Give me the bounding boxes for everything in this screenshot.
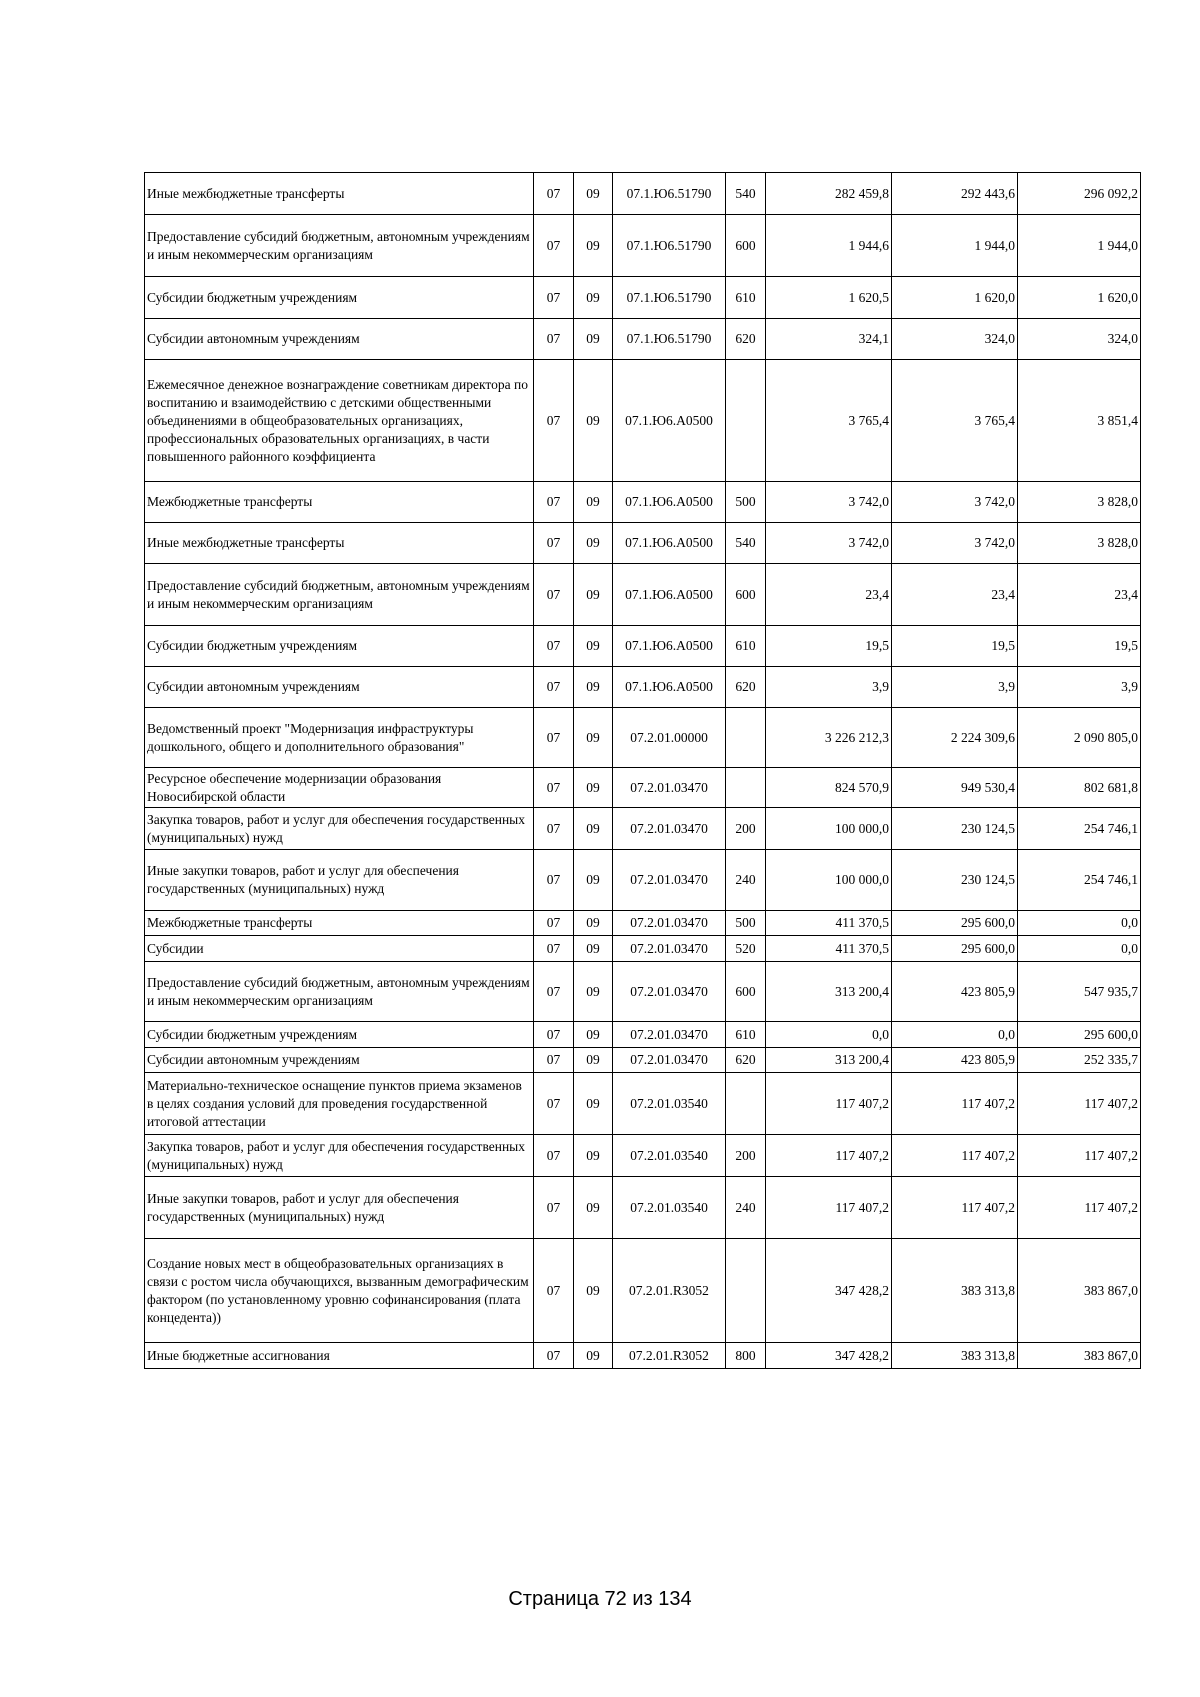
expense-type-cell: 240 [726,850,766,911]
expense-type-cell: 600 [726,215,766,277]
subsection-code-cell: 09 [574,911,613,936]
section-code-cell: 07 [534,173,574,215]
expense-type-cell [726,708,766,768]
section-code-cell: 07 [534,319,574,360]
row-name-cell: Ежемесячное денежное вознаграждение советникам директора по воспитанию и взаимодействию с детскими общественными объединениями в общеобразовательных организациях, профессиональных образовательных организациях, в части повышенного районного коэффициента [145,360,534,482]
row-name-cell: Субсидии бюджетным учреждениям [145,626,534,667]
amount-year1-cell: 411 370,5 [766,936,892,962]
amount-year3-cell: 3,9 [1018,667,1141,708]
table-row [145,564,1141,626]
target-article-cell: 07.2.01.R3052 [613,1343,726,1369]
table-row [145,911,1141,936]
row-name-cell: Предоставление субсидий бюджетным, автономным учреждениям и иным некоммерческим организациям [145,564,534,626]
target-article-cell: 07.2.01.03470 [613,768,726,808]
target-article-cell: 07.1.Ю6.А0500 [613,482,726,523]
target-article-cell: 07.2.01.00000 [613,708,726,768]
expense-type-cell [726,360,766,482]
target-article-cell: 07.1.Ю6.А0500 [613,360,726,482]
amount-year3-cell: 296 092,2 [1018,173,1141,215]
subsection-code-cell: 09 [574,1135,613,1177]
amount-year1-cell: 23,4 [766,564,892,626]
target-article-cell: 07.2.01.03470 [613,911,726,936]
section-code-cell: 07 [534,1048,574,1073]
subsection-code-cell: 09 [574,482,613,523]
section-code-cell: 07 [534,850,574,911]
subsection-code-cell: 09 [574,523,613,564]
table-row [145,1048,1141,1073]
target-article-cell: 07.2.01.R3052 [613,1239,726,1343]
section-code-cell: 07 [534,1135,574,1177]
amount-year2-cell: 117 407,2 [892,1177,1018,1239]
amount-year3-cell: 19,5 [1018,626,1141,667]
amount-year1-cell: 0,0 [766,1022,892,1048]
section-code-cell: 07 [534,1239,574,1343]
amount-year1-cell: 3 742,0 [766,523,892,564]
table-row [145,708,1141,768]
subsection-code-cell: 09 [574,1343,613,1369]
amount-year1-cell: 824 570,9 [766,768,892,808]
amount-year2-cell: 423 805,9 [892,962,1018,1022]
expense-type-cell: 600 [726,564,766,626]
table-row [145,1177,1141,1239]
section-code-cell: 07 [534,708,574,768]
section-code-cell: 07 [534,962,574,1022]
amount-year1-cell: 117 407,2 [766,1135,892,1177]
expense-type-cell: 800 [726,1343,766,1369]
amount-year3-cell: 254 746,1 [1018,808,1141,850]
row-name-cell: Ведомственный проект "Модернизация инфраструктуры дошкольного, общего и дополнительного образования" [145,708,534,768]
expense-type-cell: 540 [726,173,766,215]
target-article-cell: 07.2.01.03470 [613,962,726,1022]
expense-type-cell: 500 [726,911,766,936]
amount-year1-cell: 100 000,0 [766,808,892,850]
amount-year3-cell: 295 600,0 [1018,1022,1141,1048]
amount-year3-cell: 383 867,0 [1018,1343,1141,1369]
target-article-cell: 07.1.Ю6.51790 [613,215,726,277]
row-name-cell: Иные межбюджетные трансферты [145,523,534,564]
target-article-cell: 07.2.01.03470 [613,1048,726,1073]
table-row [145,808,1141,850]
target-article-cell: 07.1.Ю6.51790 [613,277,726,319]
subsection-code-cell: 09 [574,215,613,277]
section-code-cell: 07 [534,1073,574,1135]
row-name-cell: Межбюджетные трансферты [145,482,534,523]
amount-year3-cell: 1 944,0 [1018,215,1141,277]
row-name-cell: Закупка товаров, работ и услуг для обеспечения государственных (муниципальных) нужд [145,808,534,850]
subsection-code-cell: 09 [574,850,613,911]
expense-type-cell: 610 [726,626,766,667]
amount-year2-cell: 3 765,4 [892,360,1018,482]
subsection-code-cell: 09 [574,277,613,319]
table-row [145,1073,1141,1135]
table-row [145,482,1141,523]
row-name-cell: Субсидии автономным учреждениям [145,1048,534,1073]
table-row [145,1135,1141,1177]
expense-type-cell: 610 [726,1022,766,1048]
section-code-cell: 07 [534,768,574,808]
table-row [145,626,1141,667]
amount-year2-cell: 383 313,8 [892,1239,1018,1343]
section-code-cell: 07 [534,1177,574,1239]
subsection-code-cell: 09 [574,667,613,708]
row-name-cell: Субсидии автономным учреждениям [145,667,534,708]
table-row [145,1239,1141,1343]
section-code-cell: 07 [534,215,574,277]
target-article-cell: 07.2.01.03540 [613,1135,726,1177]
subsection-code-cell: 09 [574,1022,613,1048]
section-code-cell: 07 [534,564,574,626]
amount-year2-cell: 1 944,0 [892,215,1018,277]
section-code-cell: 07 [534,360,574,482]
amount-year3-cell: 117 407,2 [1018,1073,1141,1135]
amount-year3-cell: 2 090 805,0 [1018,708,1141,768]
table-row [145,1343,1141,1369]
table-row [145,360,1141,482]
amount-year1-cell: 282 459,8 [766,173,892,215]
table-row [145,667,1141,708]
amount-year2-cell: 1 620,0 [892,277,1018,319]
expense-type-cell [726,1239,766,1343]
expense-type-cell: 540 [726,523,766,564]
budget-table [144,172,1141,1369]
expense-type-cell: 620 [726,667,766,708]
table-row [145,319,1141,360]
amount-year3-cell: 252 335,7 [1018,1048,1141,1073]
amount-year3-cell: 0,0 [1018,936,1141,962]
row-name-cell: Субсидии бюджетным учреждениям [145,277,534,319]
target-article-cell: 07.1.Ю6.А0500 [613,564,726,626]
amount-year1-cell: 117 407,2 [766,1177,892,1239]
expense-type-cell: 600 [726,962,766,1022]
subsection-code-cell: 09 [574,708,613,768]
row-name-cell: Иные закупки товаров, работ и услуг для обеспечения государственных (муниципальных) нужд [145,1177,534,1239]
target-article-cell: 07.2.01.03470 [613,936,726,962]
target-article-cell: 07.2.01.03540 [613,1177,726,1239]
table-row [145,173,1141,215]
expense-type-cell [726,1073,766,1135]
row-name-cell: Субсидии [145,936,534,962]
section-code-cell: 07 [534,523,574,564]
expense-type-cell [726,768,766,808]
amount-year2-cell: 292 443,6 [892,173,1018,215]
amount-year1-cell: 313 200,4 [766,962,892,1022]
amount-year2-cell: 3 742,0 [892,523,1018,564]
subsection-code-cell: 09 [574,1048,613,1073]
table-row [145,277,1141,319]
amount-year1-cell: 100 000,0 [766,850,892,911]
amount-year2-cell: 23,4 [892,564,1018,626]
expense-type-cell: 620 [726,1048,766,1073]
amount-year1-cell: 3 226 212,3 [766,708,892,768]
amount-year2-cell: 230 124,5 [892,850,1018,911]
amount-year1-cell: 347 428,2 [766,1343,892,1369]
amount-year3-cell: 324,0 [1018,319,1141,360]
table-row [145,936,1141,962]
table-row [145,1022,1141,1048]
amount-year3-cell: 547 935,7 [1018,962,1141,1022]
row-name-cell: Закупка товаров, работ и услуг для обеспечения государственных (муниципальных) нужд [145,1135,534,1177]
subsection-code-cell: 09 [574,1073,613,1135]
table-row [145,962,1141,1022]
amount-year3-cell: 383 867,0 [1018,1239,1141,1343]
expense-type-cell: 200 [726,808,766,850]
subsection-code-cell: 09 [574,768,613,808]
amount-year2-cell: 3,9 [892,667,1018,708]
section-code-cell: 07 [534,482,574,523]
amount-year3-cell: 254 746,1 [1018,850,1141,911]
section-code-cell: 07 [534,808,574,850]
subsection-code-cell: 09 [574,173,613,215]
amount-year2-cell: 117 407,2 [892,1073,1018,1135]
row-name-cell: Субсидии автономным учреждениям [145,319,534,360]
row-name-cell: Субсидии бюджетным учреждениям [145,1022,534,1048]
amount-year2-cell: 423 805,9 [892,1048,1018,1073]
amount-year1-cell: 19,5 [766,626,892,667]
amount-year3-cell: 117 407,2 [1018,1177,1141,1239]
amount-year2-cell: 383 313,8 [892,1343,1018,1369]
expense-type-cell: 520 [726,936,766,962]
table-row [145,850,1141,911]
amount-year3-cell: 3 851,4 [1018,360,1141,482]
amount-year3-cell: 3 828,0 [1018,482,1141,523]
target-article-cell: 07.2.01.03470 [613,1022,726,1048]
amount-year3-cell: 117 407,2 [1018,1135,1141,1177]
target-article-cell: 07.1.Ю6.А0500 [613,523,726,564]
amount-year1-cell: 1 944,6 [766,215,892,277]
row-name-cell: Межбюджетные трансферты [145,911,534,936]
expense-type-cell: 240 [726,1177,766,1239]
subsection-code-cell: 09 [574,1239,613,1343]
expense-type-cell: 620 [726,319,766,360]
amount-year1-cell: 3 765,4 [766,360,892,482]
amount-year3-cell: 0,0 [1018,911,1141,936]
amount-year1-cell: 3,9 [766,667,892,708]
subsection-code-cell: 09 [574,360,613,482]
amount-year2-cell: 2 224 309,6 [892,708,1018,768]
amount-year1-cell: 313 200,4 [766,1048,892,1073]
section-code-cell: 07 [534,1022,574,1048]
page-number: Страница 72 из 134 [508,1588,692,1610]
target-article-cell: 07.2.01.03540 [613,1073,726,1135]
amount-year3-cell: 802 681,8 [1018,768,1141,808]
amount-year2-cell: 295 600,0 [892,911,1018,936]
table-row [145,215,1141,277]
subsection-code-cell: 09 [574,936,613,962]
target-article-cell: 07.1.Ю6.51790 [613,319,726,360]
subsection-code-cell: 09 [574,808,613,850]
amount-year3-cell: 1 620,0 [1018,277,1141,319]
row-name-cell: Иные межбюджетные трансферты [145,173,534,215]
amount-year2-cell: 949 530,4 [892,768,1018,808]
amount-year1-cell: 411 370,5 [766,911,892,936]
amount-year1-cell: 1 620,5 [766,277,892,319]
section-code-cell: 07 [534,936,574,962]
amount-year2-cell: 0,0 [892,1022,1018,1048]
amount-year2-cell: 295 600,0 [892,936,1018,962]
table-row [145,523,1141,564]
row-name-cell: Иные закупки товаров, работ и услуг для обеспечения государственных (муниципальных) нужд [145,850,534,911]
section-code-cell: 07 [534,1343,574,1369]
row-name-cell: Иные бюджетные ассигнования [145,1343,534,1369]
amount-year1-cell: 347 428,2 [766,1239,892,1343]
amount-year3-cell: 23,4 [1018,564,1141,626]
row-name-cell: Предоставление субсидий бюджетным, автономным учреждениям и иным некоммерческим организациям [145,215,534,277]
expense-type-cell: 200 [726,1135,766,1177]
subsection-code-cell: 09 [574,319,613,360]
row-name-cell: Предоставление субсидий бюджетным, автономным учреждениям и иным некоммерческим организациям [145,962,534,1022]
amount-year2-cell: 3 742,0 [892,482,1018,523]
target-article-cell: 07.2.01.03470 [613,808,726,850]
section-code-cell: 07 [534,626,574,667]
subsection-code-cell: 09 [574,1177,613,1239]
target-article-cell: 07.1.Ю6.А0500 [613,667,726,708]
table-row [145,768,1141,808]
amount-year1-cell: 3 742,0 [766,482,892,523]
expense-type-cell: 610 [726,277,766,319]
amount-year2-cell: 19,5 [892,626,1018,667]
amount-year2-cell: 324,0 [892,319,1018,360]
amount-year1-cell: 324,1 [766,319,892,360]
amount-year2-cell: 230 124,5 [892,808,1018,850]
expense-type-cell: 500 [726,482,766,523]
amount-year1-cell: 117 407,2 [766,1073,892,1135]
amount-year3-cell: 3 828,0 [1018,523,1141,564]
subsection-code-cell: 09 [574,626,613,667]
section-code-cell: 07 [534,667,574,708]
subsection-code-cell: 09 [574,962,613,1022]
row-name-cell: Материально-техническое оснащение пунктов приема экзаменов в целях создания условий для проведения государственной итоговой аттестации [145,1073,534,1135]
amount-year2-cell: 117 407,2 [892,1135,1018,1177]
target-article-cell: 07.1.Ю6.А0500 [613,626,726,667]
section-code-cell: 07 [534,911,574,936]
budget-table-body [145,173,1141,1369]
section-code-cell: 07 [534,277,574,319]
subsection-code-cell: 09 [574,564,613,626]
target-article-cell: 07.2.01.03470 [613,850,726,911]
row-name-cell: Создание новых мест в общеобразовательных организациях в связи с ростом числа обучающихся, вызванным демографическим фактором (по установленному уровню софинансирования (плата концедента)) [145,1239,534,1343]
target-article-cell: 07.1.Ю6.51790 [613,173,726,215]
row-name-cell: Ресурсное обеспечение модернизации образования Новосибирской области [145,768,534,808]
